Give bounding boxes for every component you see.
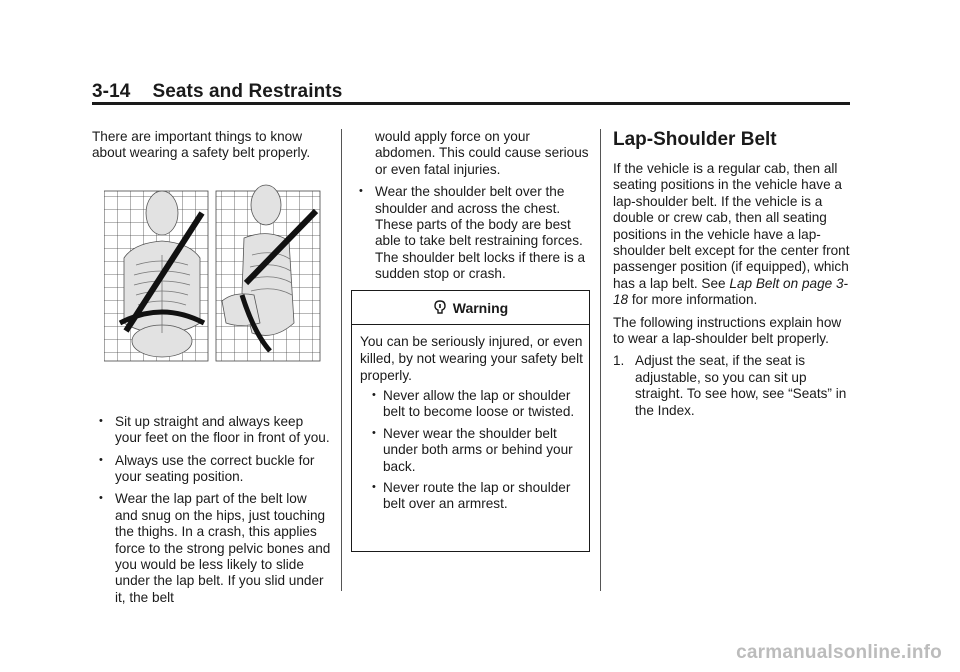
section-title: Seats and Restraints [152,81,343,102]
cross-reference-link[interactable]: Lap Belt on page 3-18 [613,275,849,308]
warning-title: Warning [452,299,509,316]
step-text: Adjust the seat, if the seat is adjustable, so you can sit up straight. To see how, see “Seats” in the Index. [635,353,847,418]
safety-belt-skeleton-illustration [104,183,322,363]
bullet-icon: • [359,185,363,198]
list-item: • Always use the correct buckle for your seating position. [99,452,315,485]
lap-shoulder-paragraph: If the vehicle is a regular cab, then all seating positions in the vehicle have a lap-shoulder belt. If the vehicle is a double or crew cab, then all seating positions in the vehicle have a lap-shoulder belt except for the center front passenger position (if equipped), which has a lap belt. See Lap Belt on page 3-18 for more information. [613,161,850,308]
watermark: carmanualsonline.info [736,642,942,663]
warning-icon [433,300,447,316]
bullet-icon: • [99,492,103,505]
continuation-paragraph: would apply force on your abdomen. This could cause serious or even fatal injuries. [375,129,589,177]
bullet-icon: • [99,414,103,427]
step-number: 1. [613,353,625,369]
column-divider-2 [600,129,601,591]
warning-header [352,291,589,325]
list-item: • Wear the shoulder belt over the shoulder and across the chest. These parts of the body are best able to take belt restraining forces. The shoulder belt locks if there is a sudden stop or crash. [359,184,586,282]
page-header [92,81,850,103]
bullet-icon: • [372,426,376,439]
bullet-icon: • [99,453,103,466]
col2-bullet-list [359,184,594,282]
list-item: • Never wear the shoulder belt under both arms or behind your back. [372,425,573,474]
header-rule [92,102,850,105]
col1-bullet-list [92,414,332,606]
list-item: • Never route the lap or shoulder belt over an armrest. [372,480,571,512]
header-title [92,81,850,103]
bullet-icon: • [372,389,376,401]
intro-paragraph: There are important things to know about wearing a safety belt properly. [92,129,311,161]
list-item: • Sit up straight and always keep your feet on the floor in front of you. [99,413,330,446]
section-heading: Lap-Shoulder Belt [613,129,777,150]
warning-box [351,290,590,552]
warning-bullet-list [360,388,583,513]
instructions-paragraph: The following instructions explain how to wear a lap-shoulder belt properly. [613,314,842,347]
list-item: • Wear the lap part of the belt low and snug on the hips, just touching the thighs. In a crash, this applies force to the strong pelvic bones and you would be less likely to slide under the lap belt. If you slid under it, the belt [99,491,331,605]
list-item: • Never allow the lap or shoulder belt to become loose or twisted. [372,388,575,420]
column-3 [613,129,853,419]
warning-body [352,325,589,513]
column-divider-1 [341,129,342,591]
bullet-icon: • [372,481,376,494]
column-2 [359,129,594,289]
warning-text: You can be seriously injured, or even killed, by not wearing your safety belt properly. [360,334,583,383]
numbered-step [613,353,853,419]
page-number: 3-14 [92,81,131,102]
